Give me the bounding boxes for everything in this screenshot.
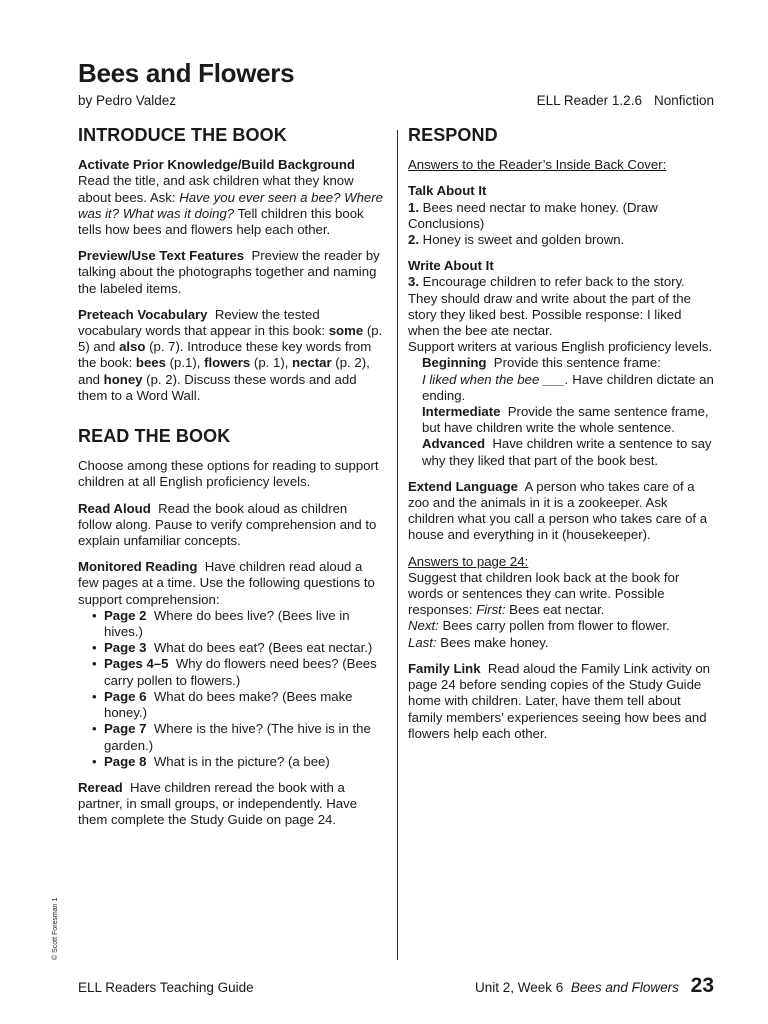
vocab-word: also xyxy=(119,339,146,355)
choose-paragraph: Choose among these options for reading to support children at all English proficiency levels. xyxy=(78,458,379,490)
list-item: • Page 8 What is in the picture? (a bee) xyxy=(92,753,330,769)
activate-text-2: Tell children this book tells how bees and flowers help each other. xyxy=(78,205,364,238)
answer-text: Bees need nectar to make honey. (Draw Conclusions) xyxy=(408,199,658,231)
right-column xyxy=(408,127,716,752)
question-page: Page 7 xyxy=(104,721,147,737)
last-label: Last: xyxy=(408,634,437,650)
first-label: First: xyxy=(476,602,506,618)
first-text: Bees eat nectar. xyxy=(505,602,605,618)
extend-text: A person who takes care of a zoo and the animals in it is a zookeeper. Ask children what you call a person who takes care of a house and everything in it (housekeeper). xyxy=(408,478,708,543)
intermediate-level xyxy=(422,404,716,436)
activate-paragraph xyxy=(78,157,383,238)
preteach-text: (p. 7). Introduce these key words from the book: xyxy=(78,339,372,371)
introduce-heading: INTRODUCE THE BOOK xyxy=(78,125,287,145)
question-text: What is in the picture? (a bee) xyxy=(153,753,330,769)
footer-unit: Unit 2, Week 6 xyxy=(475,980,564,995)
preview-paragraph xyxy=(78,248,383,297)
answer-number: 2. xyxy=(408,232,419,248)
read-heading: READ THE BOOK xyxy=(78,426,231,447)
sentence-frame: I liked when the bee ___. xyxy=(422,371,569,387)
answer-number: 1. xyxy=(408,199,419,215)
reread-text: Have children reread the book with a partner, in small groups, or independently. Have them complete the Study Guide on page 24. xyxy=(78,779,358,828)
question-text: Where do bees live? (Bees live in hives.) xyxy=(104,607,350,640)
question-text: Where is the hive? (The hive is in the garden.) xyxy=(104,721,371,753)
write-head: Write About It xyxy=(408,258,494,274)
read-aloud-text: Read the book aloud as children follow along. Pause to verify comprehension and to explain unfamiliar concepts. xyxy=(78,500,377,549)
copyright: © Scott Foresman 1 xyxy=(52,897,59,960)
advanced-text: Have children write a sentence to say why they liked that part of the book best. xyxy=(422,436,712,468)
page-number: 23 xyxy=(690,974,714,997)
reread-paragraph xyxy=(78,780,383,829)
preview-head: Preview/Use Text Features xyxy=(78,248,245,264)
answer-number: 3. xyxy=(408,274,419,290)
monitored-text: Have children read aloud a few pages at a time. Use the following questions to support comprehension: xyxy=(78,559,375,607)
preview-text: Preview the reader by talking about the photographs together and naming the labeled items. xyxy=(78,248,380,296)
vocab-word: nectar xyxy=(292,355,332,371)
vocab-word: some xyxy=(328,323,364,339)
list-item: • Page 2 Where do bees live? (Bees live in hives.) xyxy=(92,607,350,640)
activate-text: Read the title, and ask children what they know about bees. Ask: xyxy=(78,173,354,205)
beginning-head: Beginning xyxy=(422,355,487,371)
answer-text: Encourage children to refer back to the story. They should draw and write about the part of the story they liked best. Possible response: I liked when the bee ate nectar. xyxy=(408,274,691,339)
list-item: • Page 7 Where is the hive? (The hive is in the garden.) xyxy=(92,721,371,753)
genre: Nonfiction xyxy=(653,93,714,108)
last-text: Bees make honey. xyxy=(436,634,549,650)
reader-info xyxy=(537,93,714,108)
answer-text: Honey is sweet and golden brown. xyxy=(422,232,625,248)
list-item: • Pages 4–5 Why do flowers need bees? (Bees carry pollen to flowers.) xyxy=(92,656,377,688)
preteach-text: (p.1), xyxy=(165,355,205,371)
question-page: Page 3 xyxy=(104,640,147,656)
write-about-it xyxy=(408,258,716,355)
byline: by Pedro Valdez xyxy=(78,93,177,108)
next-text: Bees carry pollen from flower to flower. xyxy=(438,618,670,634)
footer-page-info xyxy=(475,974,714,998)
list-item: • Page 6 What do bees make? (Bees make honey.) xyxy=(92,688,353,721)
next-label: Next: xyxy=(408,618,439,634)
question-text: What do bees eat? (Bees eat nectar.) xyxy=(153,640,373,656)
respond-heading: RESPOND xyxy=(408,125,498,145)
reader-level: ELL Reader 1.2.6 xyxy=(536,93,642,108)
preteach-text: (p. 5) and xyxy=(78,323,383,355)
answers-cover-label: Answers to the Reader’s Inside Back Cover: xyxy=(408,157,667,173)
support-text: Support writers at various English proficiency levels. xyxy=(408,339,713,355)
footer-guide-title: ELL Readers Teaching Guide xyxy=(78,980,254,995)
beginning-level xyxy=(422,355,716,404)
advanced-head: Advanced xyxy=(422,436,486,452)
preteach-text: (p. 1), xyxy=(250,355,293,371)
page-title: Bees and Flowers xyxy=(78,58,295,88)
question-text: What do bees make? (Bees make honey.) xyxy=(104,688,353,721)
extend-head: Extend Language xyxy=(408,478,518,494)
talk-head: Talk About It xyxy=(408,183,487,199)
list-item: • Page 3 What do bees eat? (Bees eat nectar.) xyxy=(92,640,373,656)
question-page: Page 2 xyxy=(104,607,147,623)
family-text: Read aloud the Family Link activity on page 24 before sending copies of the Study Guide home with children. Later, have them tell about family members’ experiences seeing how bees and flowers help each other. xyxy=(408,660,710,741)
question-page: Pages 4–5 xyxy=(104,656,169,672)
intermediate-head: Intermediate xyxy=(422,404,501,420)
vocab-word: bees xyxy=(135,355,166,371)
intermediate-text: Provide the same sentence frame, but have children write the whole sentence. xyxy=(422,404,709,436)
question-list xyxy=(78,608,383,770)
talk-about-it xyxy=(408,183,716,248)
activate-questions: Have you ever seen a bee? Where was it? What was it doing? xyxy=(78,189,383,221)
beginning-text-2: Have children dictate an ending. xyxy=(422,371,714,403)
preteach-text: (p. 2), and xyxy=(78,355,370,387)
footer-book: Bees and Flowers xyxy=(570,980,679,995)
preteach-paragraph xyxy=(78,307,383,404)
extend-paragraph xyxy=(408,479,716,544)
question-page: Page 8 xyxy=(104,753,147,769)
question-text: Why do flowers need bees? (Bees carry pollen to flowers.) xyxy=(104,656,377,688)
answers-24-label: Answers to page 24: xyxy=(408,553,529,569)
left-column xyxy=(78,127,383,839)
beginning-text: Provide this sentence frame: xyxy=(493,355,661,371)
column-divider xyxy=(397,130,398,960)
monitored-head: Monitored Reading xyxy=(78,559,198,575)
vocab-word: flowers xyxy=(204,355,251,371)
family-link-paragraph xyxy=(408,661,716,742)
suggest-text: Suggest that children look back at the book for words or sentences they can write. Possible responses: xyxy=(408,569,680,618)
proficiency-levels xyxy=(408,355,716,468)
read-aloud-paragraph xyxy=(78,501,383,550)
read-aloud-head: Read Aloud xyxy=(78,500,151,516)
advanced-level xyxy=(422,436,716,468)
answers-page-24 xyxy=(408,554,716,651)
preteach-head: Preteach Vocabulary xyxy=(78,306,208,322)
preteach-text: Review the tested vocabulary words that appear in this book: xyxy=(78,306,329,339)
activate-head: Activate Prior Knowledge/Build Background xyxy=(78,157,355,173)
question-page: Page 6 xyxy=(104,688,147,704)
monitored-paragraph xyxy=(78,559,383,608)
vocab-word: honey xyxy=(103,371,143,387)
reread-head: Reread xyxy=(78,779,123,795)
family-head: Family Link xyxy=(408,660,481,676)
preteach-text: (p. 2). Discuss these words and add them to a Word Wall. xyxy=(78,371,357,403)
